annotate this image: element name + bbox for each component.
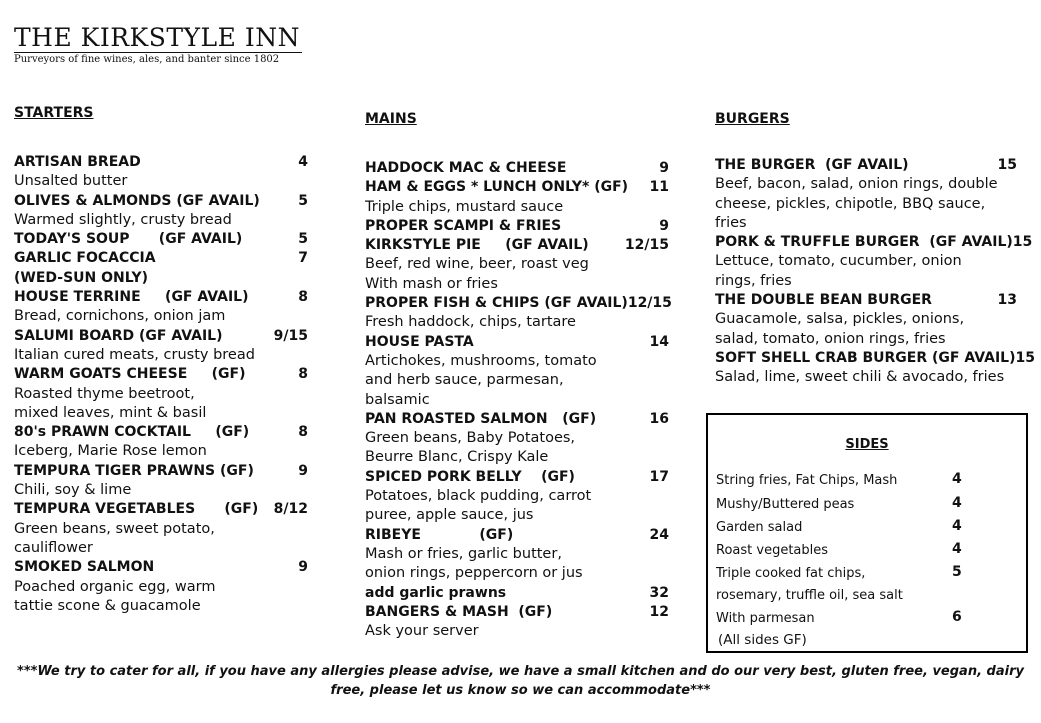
starter-item-name: SALUMI BOARD (GF AVAIL) (14, 327, 223, 344)
starter-item-name: SMOKED SALMON (14, 559, 155, 576)
starter-item (14, 288, 308, 327)
starter-item-name: TODAY'S SOUP (GF AVAIL) (14, 231, 243, 248)
main-item-price: 17 (649, 468, 669, 485)
main-item-description: Potatoes, black pudding, carrot puree, apple sauce, jus (365, 488, 592, 524)
main-item (365, 410, 669, 468)
burger-item-description: Salad, lime, sweet chili & avocado, fries (715, 369, 1005, 386)
side-item-price: 4 (952, 518, 962, 534)
side-item-name: Garden salad (716, 520, 803, 535)
burger-item-description: Guacamole, salsa, pickles, onions, salad, tomato, onion rings, fries (715, 311, 965, 347)
starter-item-description: Roasted thyme beetroot, mixed leaves, mint & basil (14, 385, 207, 421)
starter-item-price: 8 (298, 289, 308, 306)
main-item-price: 24 (649, 526, 669, 543)
main-item-head (365, 294, 672, 313)
main-item-name: PROPER SCAMPI & FRIES (365, 217, 562, 234)
restaurant-tagline: Purveyors of fine wines, ales, and banter since 1802 (14, 54, 280, 65)
side-item-price: 4 (952, 541, 962, 557)
main-item-name: HOUSE PASTA (365, 333, 474, 350)
main-item-name: PROPER FISH & CHIPS (GF AVAIL) (365, 295, 628, 312)
burger-item-head (715, 291, 1017, 310)
main-item-name: RIBEYE (GF) (365, 526, 514, 543)
starter-item-description: Green beans, sweet potato, cauliflower (14, 520, 215, 556)
main-item-description: Artichokes, mushrooms, tomato and herb sauce, parmesan, balsamic (365, 352, 597, 408)
starter-item-head (14, 500, 308, 519)
burger-item-description: Beef, bacon, salad, onion rings, double cheese, pickles, chipotle, BBQ sauce, fries (715, 176, 998, 231)
starter-item-head (14, 365, 308, 384)
starter-item-price: 9/15 (273, 327, 308, 344)
sides-title: SIDES (845, 437, 889, 452)
side-item-price: 4 (952, 495, 962, 511)
side-item-name: String fries, Fat Chips, Mash (716, 473, 898, 488)
starter-item (14, 192, 308, 231)
main-item-head (365, 468, 669, 487)
starter-item-head (14, 249, 308, 268)
side-item (716, 566, 865, 581)
main-item-price: 9 (659, 160, 669, 176)
starter-item-price: 5 (298, 231, 308, 248)
starter-item-name: 80's PRAWN COCKTAIL (GF) (14, 424, 250, 441)
starter-item (14, 230, 308, 249)
mains-title: MAINS (365, 111, 417, 127)
side-item-name: Roast vegetables (716, 543, 829, 558)
burger-item-price: 15 (1015, 349, 1035, 366)
starter-item (14, 462, 308, 501)
starter-item-name: HOUSE TERRINE (GF AVAIL) (14, 289, 249, 306)
main-item-description: Fresh haddock, chips, tartare (365, 314, 576, 331)
side-item-name: Mushy/Buttered peas (716, 497, 855, 512)
starter-item-name: GARLIC FOCACCIA (14, 250, 156, 267)
starter-item-price: 8/12 (273, 501, 308, 518)
mains-list (365, 159, 672, 641)
burger-item-price: 15 (1012, 234, 1033, 251)
main-item (365, 603, 669, 642)
main-item-head (365, 236, 669, 255)
main-item-name: HAM & EGGS * LUNCH ONLY* (GF) (365, 179, 629, 196)
starter-item-price: 5 (298, 192, 308, 209)
starter-item (14, 153, 308, 192)
main-item-price: 12/15 (627, 295, 672, 312)
starter-item-price: 4 (298, 154, 308, 170)
starter-item-name: (WED-SUN ONLY) (14, 269, 149, 286)
main-item-price: 12/15 (624, 237, 669, 254)
starter-item-name: ARTISAN BREAD (14, 154, 141, 170)
main-item-head (365, 410, 669, 429)
starter-item-name: TEMPURA TIGER PRAWNS (GF) (14, 462, 254, 479)
burger-item (715, 349, 1035, 388)
main-item-description: Green beans, Baby Potatoes, Beurre Blanc, Crispy Kale (365, 430, 576, 466)
starter-item-description: Bread, cornichons, onion jam (14, 308, 226, 325)
main-item-head (365, 603, 669, 622)
main-item-name: HADDOCK MAC & CHEESE (365, 160, 567, 176)
main-item-price: 14 (649, 333, 669, 350)
main-item (365, 526, 669, 584)
burger-item-description: Lettuce, tomato, cucumber, onion rings, fries (715, 253, 962, 289)
main-item (365, 294, 672, 333)
starter-item-head (14, 558, 308, 577)
starter-item-name: WARM GOATS CHEESE (GF) (14, 366, 246, 383)
starter-item-head (14, 288, 308, 307)
main-item-head (365, 333, 669, 352)
starter-item-head (14, 327, 308, 346)
burgers-list (715, 156, 1035, 388)
main-item-head (365, 584, 669, 603)
main-item-description: Mash or fries, garlic butter, onion rings, peppercorn or jus (365, 545, 583, 582)
starter-item-description: Iceberg, Marie Rose lemon (14, 443, 207, 460)
starter-item-price: 8 (298, 366, 308, 383)
main-item-head (365, 526, 669, 545)
starter-item (14, 423, 308, 462)
main-item-name: SPICED PORK BELLY (GF) (365, 468, 575, 485)
main-item-price: 11 (649, 179, 669, 196)
main-item (365, 468, 669, 526)
starters-list (14, 153, 308, 616)
starters-section (14, 104, 308, 616)
main-item-head (365, 217, 669, 236)
starter-item-head (14, 423, 308, 442)
side-item (716, 588, 903, 603)
main-item-price: 32 (649, 584, 669, 601)
restaurant-title: THE KIRKSTYLE INN (14, 23, 300, 52)
side-item-price: 4 (952, 471, 962, 487)
burger-item-price: 15 (997, 157, 1017, 173)
starter-item-head (14, 192, 308, 211)
burger-item (715, 156, 1017, 233)
burgers-title: BURGERS (715, 111, 790, 127)
side-item (716, 473, 897, 488)
burger-item-price: 13 (997, 292, 1017, 309)
main-item-name: KIRKSTYLE PIE (GF AVAIL) (365, 237, 589, 254)
starter-item (14, 269, 308, 288)
burger-item (715, 291, 1017, 349)
starter-item-head (14, 153, 308, 172)
main-item-price: 12 (649, 603, 669, 620)
burger-item-head (715, 349, 1035, 368)
starter-item-name: OLIVES & ALMONDS (GF AVAIL) (14, 192, 260, 209)
sides-note: (All sides GF) (718, 632, 807, 648)
main-item-head (365, 178, 669, 197)
starter-item-description: Unsalted butter (14, 173, 128, 190)
main-item (365, 333, 669, 410)
starter-item-head (14, 462, 308, 481)
main-item-head (365, 159, 669, 178)
side-item-price: 5 (952, 564, 962, 580)
burger-item-name: THE DOUBLE BEAN BURGER (715, 292, 932, 309)
starter-item-price: 8 (298, 424, 308, 441)
starter-item (14, 500, 308, 558)
starter-item (14, 327, 308, 366)
main-item-price: 16 (649, 410, 669, 427)
side-item-price: 6 (952, 609, 962, 625)
starter-item-name: TEMPURA VEGETABLES (GF) (14, 501, 259, 518)
main-item-name: PAN ROASTED SALMON (GF) (365, 410, 597, 427)
burger-item-name: PORK & TRUFFLE BURGER (GF AVAIL) (715, 234, 1013, 251)
starter-item-price: 9 (298, 559, 308, 576)
side-item (716, 543, 828, 558)
sides-box (706, 413, 1028, 653)
burger-item-head (715, 233, 1033, 252)
main-item-name: add garlic prawns (365, 584, 507, 601)
starter-item-head (14, 269, 308, 288)
starter-item-price: 9 (298, 462, 308, 479)
burgers-section (715, 110, 1035, 388)
burger-item-name: THE BURGER (GF AVAIL) (715, 157, 909, 173)
starter-item-description: Poached organic egg, warm tattie scone & guacamole (14, 578, 216, 614)
side-item-name: rosemary, truffle oil, sea salt (716, 588, 903, 603)
main-item-name: BANGERS & MASH (GF) (365, 603, 553, 620)
burger-item (715, 233, 1033, 291)
main-item (365, 584, 669, 603)
mains-section (365, 110, 672, 641)
burger-item-head (715, 156, 1017, 175)
burger-item-name: SOFT SHELL CRAB BURGER (GF AVAIL) (715, 349, 1016, 366)
starter-item (14, 558, 308, 616)
starter-item-head (14, 230, 308, 249)
main-item (365, 217, 669, 236)
starter-item-description: Italian cured meats, crusty bread (14, 346, 255, 363)
side-item (716, 497, 854, 512)
main-item-description: Beef, red wine, beer, roast veg With mash or fries (365, 256, 589, 292)
main-item-price: 9 (659, 217, 669, 234)
main-item (365, 159, 669, 178)
starter-item-price: 7 (298, 250, 308, 267)
side-item (716, 611, 815, 626)
starters-title: STARTERS (14, 105, 94, 121)
main-item (365, 178, 669, 217)
main-item-description: Triple chips, mustard sauce (365, 198, 564, 215)
header (14, 24, 302, 65)
main-item-description: Ask your server (365, 623, 479, 640)
main-item (365, 236, 669, 294)
starter-item-description: Chili, soy & lime (14, 482, 132, 499)
starter-item (14, 365, 308, 423)
side-item-name: Triple cooked fat chips, (716, 566, 866, 581)
starter-item (14, 249, 308, 268)
starter-item-description: Warmed slightly, crusty bread (14, 211, 232, 228)
side-item (716, 520, 802, 535)
allergy-footer-note: ***We try to cater for all, if you have any allergies please advise, we have a small kitchen and do our very best, gluten free, vegan, dairy free, please let us know so we can accommodate*** (17, 664, 1024, 698)
side-item-name: With parmesan (716, 611, 815, 626)
